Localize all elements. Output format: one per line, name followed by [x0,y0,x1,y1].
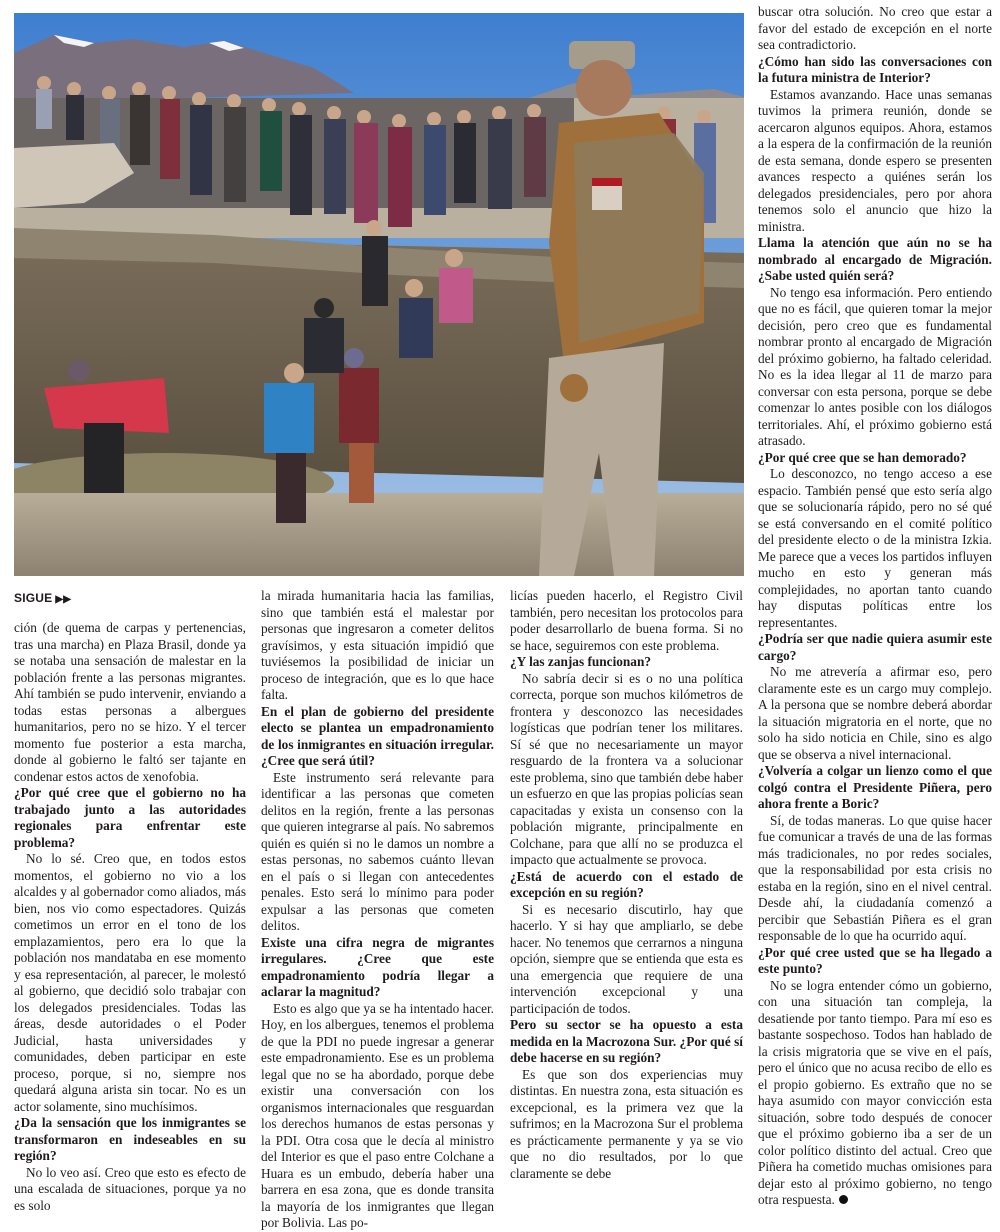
interview-paragraph [758,466,992,631]
paragraph-text: buscar otra solución. No creo que estar a favor del estado de excepción en el norte sea contradictorio. [758,4,992,52]
interview-paragraph [510,588,743,654]
paragraph-text: No lo sé. Creo que, en todos estos momentos, el gobierno no vio a los alcaldes y al gobernador como aliados, más bien, nos vio como espectadores. Quizás cometimos un error en el tono de los emplazamientos, pero era lo que la población nos mandataba en ese momento y esa representación, al parecer, le molestó al gobierno, que decidió solo trabajar con los delegados presidenciales. Todas las áreas, desde autoridades o el Poder Judicial, hasta universidades y comunidades, deben participar en este proceso, porque, si no, siempre nos quedará alguna arista sin tocar. No es un actor solamente, sino muchísimos. [14,851,246,1114]
question-text: ¿Y las zanjas funcionan? [510,654,651,669]
interview-question [510,654,743,671]
interview-question [758,235,992,285]
paragraph-text: Estamos avanzando. Hace unas semanas tuvimos la primera reunión, donde se acercaron algunos equipos. Ahora, estamos a la espera de la confirmación de la reunión de esta semana, donde espero se presenten avances respecto a quiénes serán los delegados presidenciales, pero por ahora tenemos solo el anuncio que hizo la ministra. [758,86,992,234]
paragraph-text: Lo desconozco, no tengo acceso a ese espacio. También pensé que esto sería algo que se solucionaría rápido, pero no sé qué se está conversando en el comité político del presidente electo o de la ministra Izkia. Me parece que a veces los partidos influyen mucho en esto y generan más complejidades, no aportan tanto cuando hay disputas políticas entre los representantes. [758,466,992,630]
question-text: Pero su sector se ha opuesto a esta medida en la Macrozona Sur. ¿Por qué sí debe hacerse en su región? [510,1017,743,1065]
question-text: ¿Está de acuerdo con el estado de excepción en su región? [510,868,743,900]
interview-paragraph [758,813,992,945]
article-column-2 [261,588,494,1232]
question-text: ¿Por qué cree usted que se ha llegado a este punto? [758,944,992,976]
question-text: ¿Podría ser que nadie quiera asumir este cargo? [758,631,992,663]
interview-question [14,785,246,851]
end-mark-icon [839,1195,848,1204]
interview-question [14,1115,246,1165]
paragraph-text: la mirada humanitaria hacia las familias, sino que también está el malestar por personas que ingresaron a cometer delitos gravísimos, y esta situación impidió que tuviésemos la posibilidad de iniciar un proceso de integración, que es lo que hace falta. [261,588,494,702]
interview-paragraph [758,285,992,450]
paragraph-text: No sabría decir si es o no una política correcta, porque son muchos kilómetros de frontera y desconozco las necesidades logísticas que podrían tener los militares. Sí sé que no necesariamente un mayor resguardo de la frontera va a solucionar este problema, sino que también debe haber un esfuerzo en que las propias policías sean capacitadas y exista un consenso con la población migrante, principalmente en Colchane, para que allí no se produzca el impacto que actualmente se provoca. [510,670,743,867]
interview-question [758,54,992,87]
interview-paragraph [510,671,743,869]
question-text: ¿Por qué cree que el gobierno no ha trabajado junto a las autoridades regionales para enfrentar este problema? [14,785,246,850]
paragraph-text: Sí, de todas maneras. Lo que quise hacer fue comunicar a través de una de las formas más tradicionales, no por redes sociales, que la responsabilidad por esta crisis no estaba en la región, sino en el nivel central. Desde ahí, la ciudadanía comenzó a percibir que Sebastián Piñera es el gran responsable de lo que ha ocurrido aquí. [758,812,992,943]
question-text: ¿Volvería a colgar un lienzo como el que colgó contra el Presidente Piñera, pero ahora frente a Boric? [758,763,992,811]
interview-paragraph [261,770,494,935]
paragraph-text: ción (de quema de carpas y pertenencias, tras una marcha) en Plaza Brasil, donde ya se notaba una sensación de malestar en la población frente a las personas migrantes. Ahí también se pudo intervenir, enviando a todas estas personas a albergues humanitarios, pero no se hizo. Y el tercer momento fue posterior a esta marcha, donde al gobierno le faltó ser tajante en condenar estos actos de xenofobia. [14,620,246,784]
question-text: Existe una cifra negra de migrantes irregulares. ¿Cree que este empadronamiento podría llegar a aclarar la magnitud? [261,934,494,999]
question-text: Llama la atención que aún no se ha nombrado al encargado de Migración. ¿Sabe usted quién será? [758,235,992,283]
interview-paragraph [261,588,494,704]
interview-question [758,945,992,978]
question-text: ¿Por qué cree que se han demorado? [758,449,967,465]
interview-question [758,450,992,467]
interview-question [758,631,992,664]
paragraph-text: Esto es algo que ya se ha intentado hacer. Hoy, en los albergues, tenemos el problema de que la PDI no puede ingresar a generar este empadronamiento. Ese es un problema legal que no se ha abordado, porque debe existir una conversación con los organismos internacionales que resguardan los derechos humanos de estas personas y la PDI. Otra cosa que le decía al ministro del Interior es que el paso entre Colchane a Huara es un embudo, debería haber una barrera en esa zona, que es donde transita la mayoría de los inmigrantes que llegan por Bolivia. Las po- [261,1000,494,1230]
sigue-text: SIGUE [14,591,53,605]
interview-paragraph [14,620,246,785]
photo-illustration [14,13,744,576]
paragraph-text: No tengo esa información. Pero entiendo que no es fácil, que quieren tomar la mejor decisión, pero creo que es fundamental nombrar pronto al encargado de Migración del próximo gobierno, ha faltado celeridad. No es la idea llegar al 11 de marzo para conversar con esta persona, porque se debe comenzar lo antes posible con los diálogos territoriales. Ahí, el próximo gobierno está atrasado. [758,284,992,448]
paragraph-text: No me atrevería a afirmar eso, pero claramente este es un cargo muy complejo. A la persona que se nombre deberá abordar la situación migratoria en el norte, que no solo ha sido noticia en Chile, sino es algo que se observa a nivel internacional. [758,664,992,762]
interview-paragraph [510,902,743,1018]
interview-paragraph [14,1165,246,1215]
interview-paragraph [14,851,246,1115]
interview-paragraph [261,1001,494,1232]
interview-paragraph [758,87,992,236]
sigue-arrows-icon: ▶▶ [55,594,72,605]
paragraph-text: Es que son dos experiencias muy distintas. En nuestra zona, esta situación es excepcional, es la primera vez que la sufrimos; en la Macrozona Sur el problema es prácticamente permanente y ya se vio que no dio resultados, por lo que claramente se debe [510,1066,743,1181]
article-photo [14,13,744,576]
article-column-1 [14,620,246,1214]
interview-question [510,869,743,902]
interview-paragraph [758,4,992,54]
question-text: En el plan de gobierno del presidente electo se plantea un empadronamiento de los inmigrantes en situación irregular. ¿Cree que será útil? [261,703,494,768]
interview-paragraph [758,978,992,1209]
question-text: ¿Da la sensación que los inmigrantes se transformaron en indeseables en su región? [14,1115,246,1163]
sigue-label [14,591,71,605]
paragraph-text: No se logra entender cómo un gobierno, con una situación tan compleja, la desatiende por tanto tiempo. Para mí eso es bastante sospechoso. Todos han hablado de la crisis migratoria que se vive en el país, pero el único que no acusa recibo de ello es el propio gobierno. Es extraño que no se haya asumido con mayor convicción esta situación, sobre todo después de conocer que el próximo gobierno iba a ser de un color político distinto del actual. Creo que Piñera ha cometido muchas omisiones para dejar esto al próximo gobierno, no tengo otra respuesta. [758,977,992,1207]
interview-paragraph [758,664,992,763]
article-column-4 [758,4,992,1209]
interview-question [261,704,494,770]
paragraph-text: licías pueden hacerlo, el Registro Civil también, pero necesitan los protocolos para poder desarrollarlo de buena forma. Si no se hace, seguiremos con este problema. [510,588,743,653]
interview-question [758,763,992,813]
paragraph-text: Este instrumento será relevante para identificar a las personas que cometen delitos en la región, frente a las personas que quieren integrarse al país. No sabremos quién es quién si no le damos un nombre a estas personas, no sabemos cuánto llevan en el país o si llegan con antecedentes penales. Esto será lo mínimo para poder expulsar a las personas que cometen delitos. [261,769,494,933]
paragraph-text: Si es necesario discutirlo, hay que hacerlo. Y si hay que ampliarlo, se debe hacer. No tenemos que cerrarnos a ninguna opción, siempre que se entienda que esta es una emergencia que requiere de una intervención excepcional y una participación de todos. [510,901,743,1016]
paragraph-text: No lo veo así. Creo que esto es efecto de una escalada de situaciones, porque ya no es solo [14,1164,246,1213]
question-text: ¿Cómo han sido las conversaciones con la futura ministra de Interior? [758,53,992,85]
interview-question [261,935,494,1001]
interview-question [510,1017,743,1067]
article-column-3 [510,588,743,1182]
